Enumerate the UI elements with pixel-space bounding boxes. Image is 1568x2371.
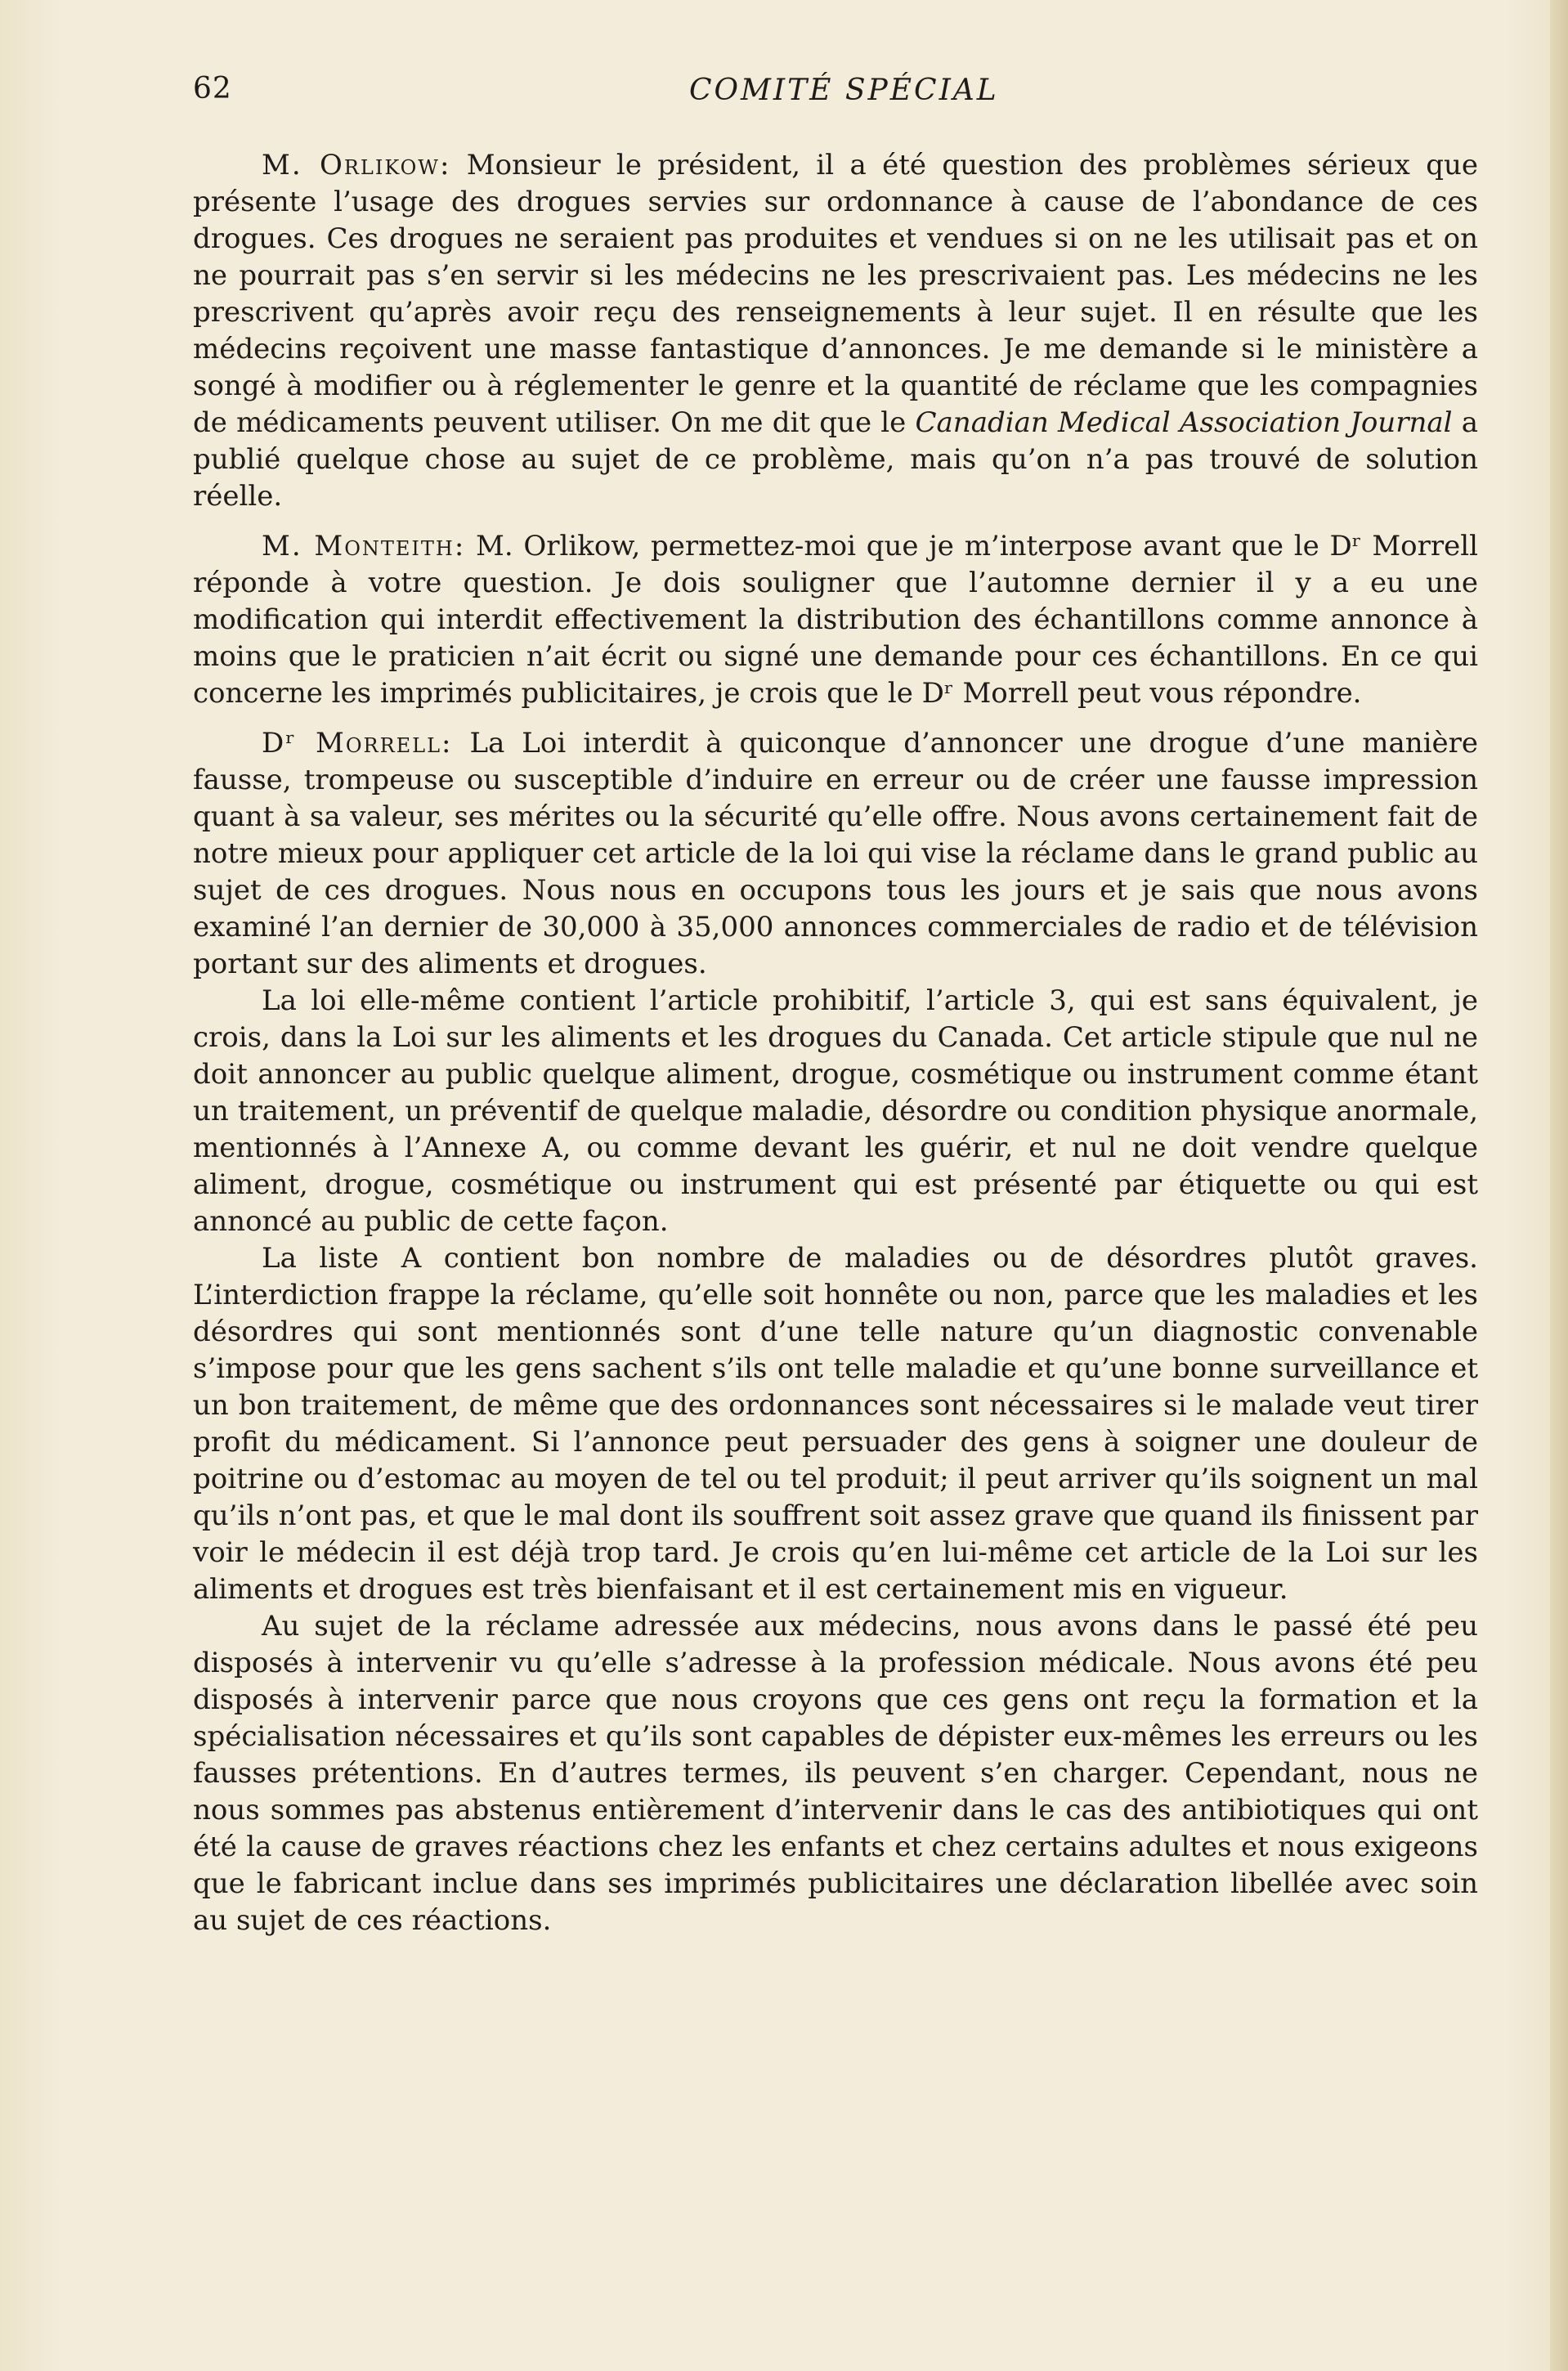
paragraph-text: La loi elle-même contient l’article prohibitif, l’article 3, qui est sans équivalent, je crois, dans la Loi sur les aliments et les drogues du Canada. Cet article stipule que nul ne doit annoncer au public quelque aliment, drogue, cosmétique ou instrument comme étant un traitement, un préventif de quelque maladie, désordre ou condition physique anormale, mentionnés à l’Annexe A, ou comme devant les guérir, et nul ne doit vendre quelque aliment, drogue, cosmétique ou instrument qui est présenté par étiquette ou qui est annoncé au public de cette façon. bbox=[193, 984, 1478, 1238]
paragraph-text: La Loi interdit à quiconque d’annoncer une drogue d’une manière fausse, trompeuse ou susceptible d’induire en erreur ou de créer une fausse impression quant à sa valeur, ses mérites ou la sécurité qu’elle offre. Nous avons certainement fait de notre mieux pour appliquer cet article de la loi qui vise la réclame dans le grand public au sujet de ces drogues. Nous nous en occupons tous les jours et je sais que nous avons examiné l’an dernier de 30,000 à 35,000 annonces commerciales de radio et de télévision portant sur des aliments et drogues. bbox=[193, 727, 1478, 980]
paragraph-orlikow bbox=[193, 147, 1478, 515]
paragraph-reclame-medecins bbox=[193, 1608, 1478, 1939]
paragraph-liste-a bbox=[193, 1240, 1478, 1608]
paragraph-text: M. Orlikow, permettez-moi que je m’interpose avant que le Dʳ Morrell réponde à votre question. Je dois souligner que l’automne dernier il y a eu une modification qui interdit effectivement la distribution des échantillons comme annonce à moins que le praticien n’ait écrit ou signé une demande pour ces échantillons. En ce qui concerne les imprimés publicitaires, je crois que le Dʳ Morrell peut vous répondre. bbox=[193, 530, 1478, 710]
paragraph-text: Monsieur le président, il a été question des problèmes sérieux que présente l’usage des drogues servies sur ordonnance à cause de l’abondance de ces drogues. Ces drogues ne seraient pas produites et vendues si on ne les utilisait pas et on ne pourrait pas s’en servir si les médecins ne les prescrivaient pas. Les médecins ne les prescrivent qu’après avoir reçu des renseignements à leur sujet. Il en résulte que les médecins reçoivent une masse fantastique d’annonces. Je me demande si le ministère a songé à modifier ou à réglementer le genre et la quantité de réclame que les compagnies de médicaments peuvent utiliser. On me dit que le bbox=[193, 149, 1479, 439]
speaker-name: M. Monteith: bbox=[262, 530, 466, 562]
paragraph-text: La liste A contient bon nombre de maladies ou de désordres plutôt graves. L’interdiction frappe la réclame, qu’elle soit honnête ou non, parce que les maladies et les désordres qui sont mentionnés sont d’une telle nature qu’un diagnostic convenable s’impose pour que les gens sachent s’ils ont telle maladie et qu’une bonne surveillance et un bon traitement, de même que des ordonnances sont nécessaires si le malade veut tirer profit du médicament. Si l’annonce peut persuader des gens à soigner une douleur de poitrine ou d’estomac au moyen de tel ou tel produit; il peut arriver qu’ils soignent un mal qu’ils n’ont pas, et que le mal dont ils souffrent soit assez grave que quand ils finissent par voir le médecin il est déjà trop tard. Je crois qu’en lui-même cet article de la Loi sur les aliments et drogues est très bienfaisant et il est certainement mis en vigueur. bbox=[193, 1242, 1478, 1606]
speaker-name: M. Orlikow: bbox=[262, 149, 451, 182]
running-head: COMITÉ SPÉCIAL bbox=[689, 74, 999, 107]
paragraph-text-continued: a publié quelque chose au sujet de ce problème, mais qu’on n’a pas trouvé de solution réelle. bbox=[193, 406, 1478, 513]
paragraph-text: Au sujet de la réclame adressée aux médecins, nous avons dans le passé été peu disposés à intervenir vu qu’elle s’adresse à la profession médicale. Nous avons été peu disposés à intervenir parce que nous croyons que ces gens ont reçu la formation et la spécialisation nécessaires et qu’ils sont capables de dépister eux-mêmes les erreurs ou les fausses prétentions. En d’autres termes, ils peuvent s’en charger. Cependant, nous ne nous sommes pas abstenus entièrement d’intervenir dans le cas des antibiotiques qui ont été la cause de graves réactions chez les enfants et chez certains adultes et nous exigeons que le fabricant inclue dans ses imprimés publicitaires une déclaration libellée avec soin au sujet de ces réactions. bbox=[193, 1610, 1478, 1937]
page-number: 62 bbox=[193, 72, 232, 105]
paragraph-morrell bbox=[193, 725, 1478, 983]
body-text bbox=[193, 147, 1478, 1939]
journal-title: Canadian Medical Association Journal bbox=[915, 406, 1453, 439]
paragraph-article-3 bbox=[193, 983, 1478, 1240]
paragraph-monteith bbox=[193, 528, 1478, 712]
page-edge-shadow bbox=[1550, 0, 1568, 2371]
page-header bbox=[193, 72, 1485, 121]
speaker-name: Dʳ Morrell: bbox=[262, 727, 453, 760]
